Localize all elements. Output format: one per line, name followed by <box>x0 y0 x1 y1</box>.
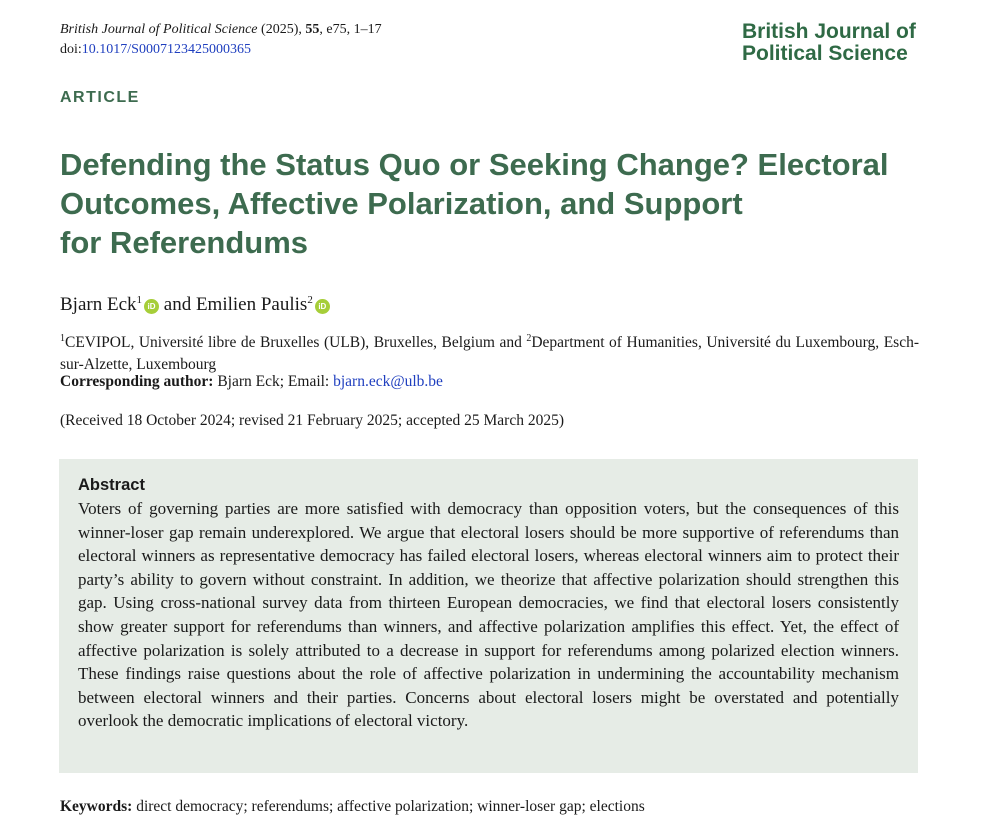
journal-logo <box>742 21 916 65</box>
article-type-label: ARTICLE <box>60 89 140 106</box>
article-title <box>60 145 940 262</box>
keywords <box>60 796 645 818</box>
affiliation-marker: 2 <box>307 294 313 306</box>
received-dates: (Received 18 October 2024; revised 21 February 2025; accepted 25 March 2025) <box>60 412 565 429</box>
orcid-icon[interactable]: iD <box>315 299 330 314</box>
keywords-label: Keywords: <box>60 798 133 815</box>
corresponding-text: Bjarn Eck; Email: <box>213 373 334 390</box>
author-connector: and <box>159 294 196 315</box>
abstract-text: Voters of governing parties are more satisfied with democracy than opposition voters, but the consequences of this winner-loser gap remain underexplored. We argue that electoral losers should be more supportive of referendums than electoral winners as representative democracy has failed electoral losers, whereas electoral winners aim to protect their party’s ability to govern without constraint. In addition, we theorize that affective polarization should strengthen this gap. Using cross-national survey data from thirteen European democracies, we find that electoral losers consistently show greater support for referendums than winners, and affective polarization amplifies this effect. Yet, the effect of affective polarization is solely attributed to a decrease in support for referendums among polarized election winners. These findings raise questions about the role of affective polarization in undermining the accountability mechanism between electoral winners and their parties. Concerns about electoral losers might be overstated and potentially overlook the democratic implications of electoral victory. <box>78 499 899 731</box>
affiliation-marker: 1 <box>136 294 143 306</box>
author-list <box>60 288 330 317</box>
author-name[interactable]: Bjarn Eck <box>60 294 137 315</box>
corresponding-label: Corresponding author: <box>60 373 214 390</box>
keywords-text: direct democracy; referendums; affective polarization; winner-loser gap; elections <box>132 798 645 815</box>
journal-name: British Journal of Political Science <box>60 22 258 37</box>
title-line: Defending the Status Quo or Seeking Change? Electoral <box>60 147 889 182</box>
title-line: for Referendums <box>60 225 309 260</box>
doi-prefix: doi: <box>60 42 82 57</box>
doi-line <box>60 40 382 60</box>
citation-header <box>60 20 382 60</box>
affiliation-marker: 2 <box>526 333 532 344</box>
journal-citation <box>60 20 382 40</box>
abstract-box <box>59 459 918 773</box>
year-text: (2025), <box>257 22 306 37</box>
volume-number: 55 <box>305 22 320 37</box>
corresponding-author <box>60 371 443 393</box>
doi-link[interactable]: 10.1017/S0007123425000365 <box>81 42 251 57</box>
affiliation-text: Department of Humanities, Université du Luxembourg, Esch-sur-Alzette, Luxembourg <box>60 334 919 374</box>
orcid-icon[interactable]: iD <box>144 299 159 314</box>
email-link[interactable]: bjarn.eck@ulb.be <box>333 373 443 390</box>
affiliation-marker: 1 <box>60 333 65 344</box>
author-name[interactable]: Emilien Paulis <box>195 294 308 315</box>
affiliations <box>60 328 919 376</box>
pages-text: , e75, 1–17 <box>319 22 382 37</box>
abstract-heading: Abstract <box>78 476 145 494</box>
affiliation-text: CEVIPOL, Université libre de Bruxelles (ULB), Bruxelles, Belgium and <box>65 334 527 352</box>
logo-line-1: British Journal of <box>742 20 916 43</box>
title-line: Outcomes, Affective Polarization, and Support <box>60 186 743 221</box>
logo-line-2: Political Science <box>742 42 908 65</box>
